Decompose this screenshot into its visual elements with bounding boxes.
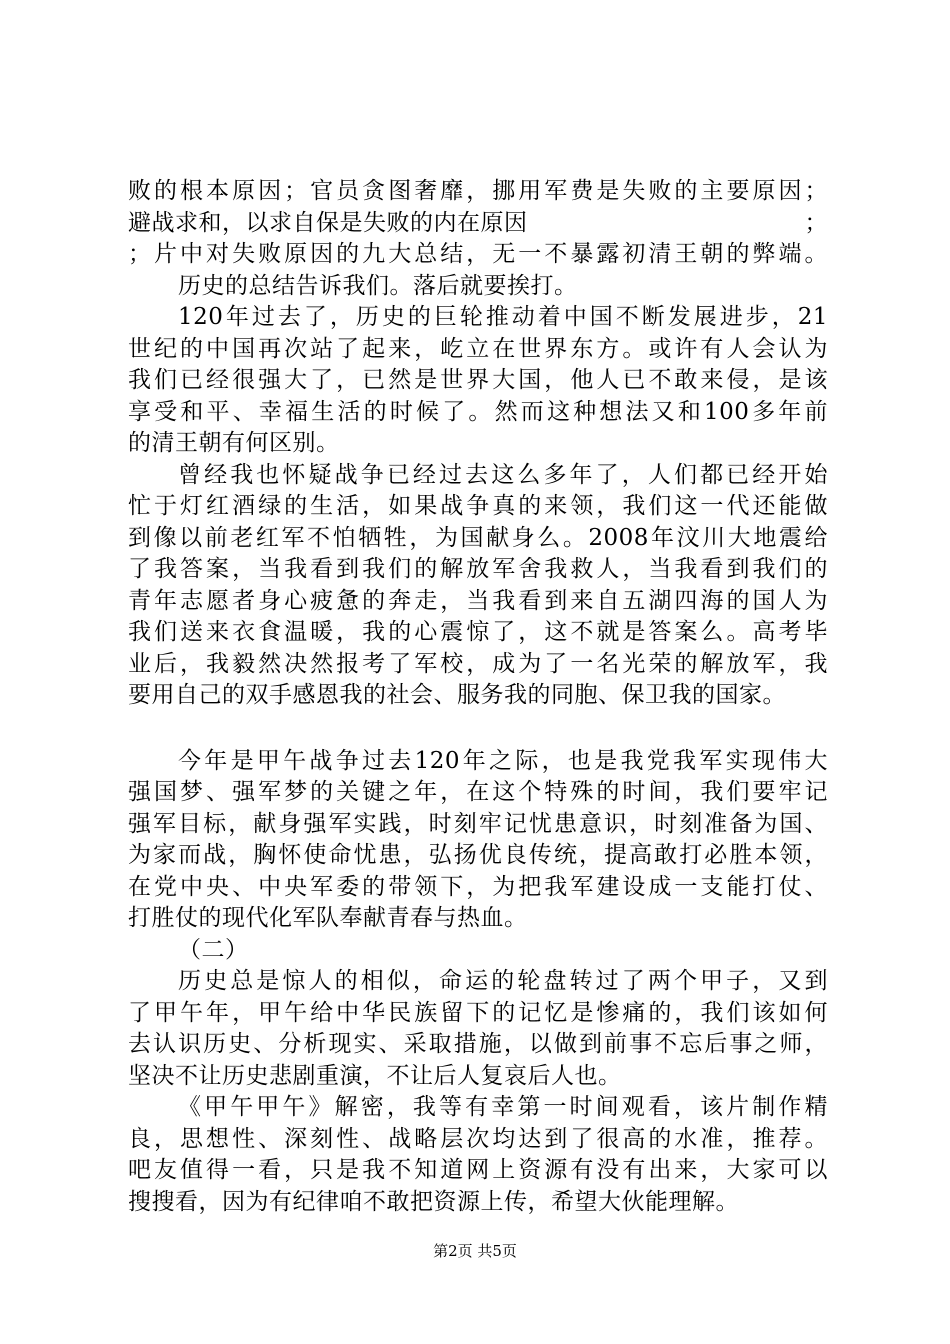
text-line <box>128 208 828 240</box>
text-line: 了我答案，当我看到我们的解放军舍我救人，当我看到我们的 <box>128 556 828 582</box>
text-line: 强军目标，献身强军实践，时刻牢记忧患意识，时刻准备为国、 <box>128 810 828 837</box>
text-line: 去认识历史、分析现实、采取措施，以做到前事不忘后事之师， <box>128 1031 828 1057</box>
text-line: 强国梦、强军梦的关键之年，在这个特殊的时间，我们要牢记 <box>128 779 828 805</box>
page-footer: 第2页 共5页 <box>433 1242 517 1260</box>
text-line-part: ； <box>804 209 828 236</box>
text-line: 打胜仗的现代化军队奉献青春与热血。 <box>128 905 528 931</box>
text-line: 今年是甲午战争过去120年之际，也是我党我军实现伟大 <box>178 747 828 774</box>
text-line: 《甲午甲午》解密，我等有幸第一时间观看，该片制作精 <box>178 1094 828 1120</box>
text-line: 业后，我毅然决然报考了军校，成为了一名光荣的解放军，我 <box>128 650 828 677</box>
text-line: 为家而战，胸怀使命忧患，弘扬优良传统，提高敢打必胜本领， <box>128 842 828 868</box>
text-line: 坚决不让历史悲剧重演，不让后人复哀后人也。 <box>128 1062 622 1089</box>
text-line: 我们已经很强大了，已然是世界大国，他人已不敢来侵，是该 <box>128 367 828 393</box>
text-line: 历史的总结告诉我们。落后就要挨打。 <box>178 272 578 299</box>
text-line: ；片中对失败原因的九大总结，无一不暴露初清王朝的弊端。 <box>128 241 828 267</box>
text-line: 搜搜看，因为有纪律咱不敢把资源上传，希望大伙能理解。 <box>128 1188 739 1215</box>
paragraph-gap <box>128 712 828 746</box>
text-line: 的清王朝有何区别。 <box>128 430 340 456</box>
text-line: 享受和平、幸福生活的时候了。然而这种想法又和100多年前 <box>128 398 828 425</box>
text-line: 良，思想性、深刻性、战略层次均达到了很高的水准，推荐。 <box>128 1125 828 1152</box>
text-line: 120年过去了，历史的巨轮推动着中国不断发展进步，21 <box>178 304 828 330</box>
document-body <box>128 176 828 1218</box>
text-line: 曾经我也怀疑战争已经过去这么多年了，人们都已经开始 <box>178 461 828 488</box>
text-line: 青年志愿者身心疲惫的奔走，当我看到来自五湖四海的国人为 <box>128 587 828 614</box>
text-line-part: 避战求和，以求自保是失败的内在原因 <box>128 209 528 236</box>
text-line: 我们送来衣食温暖，我的心震惊了，这不就是答案么。高考毕 <box>128 619 828 645</box>
text-line: 了甲午年，甲午给中华民族留下的记忆是惨痛的，我们该如何 <box>128 999 828 1026</box>
text-line: 历史总是惊人的相似，命运的轮盘转过了两个甲子，又到 <box>178 968 828 994</box>
text-line: 到像以前老红军不怕牺牲，为国献身么。2008年汶川大地震给 <box>128 524 828 551</box>
text-line: 世纪的中国再次站了起来，屹立在世界东方。或许有人会认为 <box>128 335 828 362</box>
text-line: 吧友值得一看，只是我不知道网上资源有没有出来，大家可以 <box>128 1157 828 1183</box>
text-line: 败的根本原因；官员贪图奢靡，挪用军费是失败的主要原因； <box>128 178 828 204</box>
text-line: 在党中央、中央军委的带领下，为把我军建设成一支能打仗、 <box>128 873 828 900</box>
text-line: 要用自己的双手感恩我的社会、服务我的同胞、保卫我的国家。 <box>128 682 786 708</box>
section-heading: （二） <box>178 936 249 963</box>
text-line: 忙于灯红酒绿的生活，如果战争真的来领，我们这一代还能做 <box>128 493 828 519</box>
